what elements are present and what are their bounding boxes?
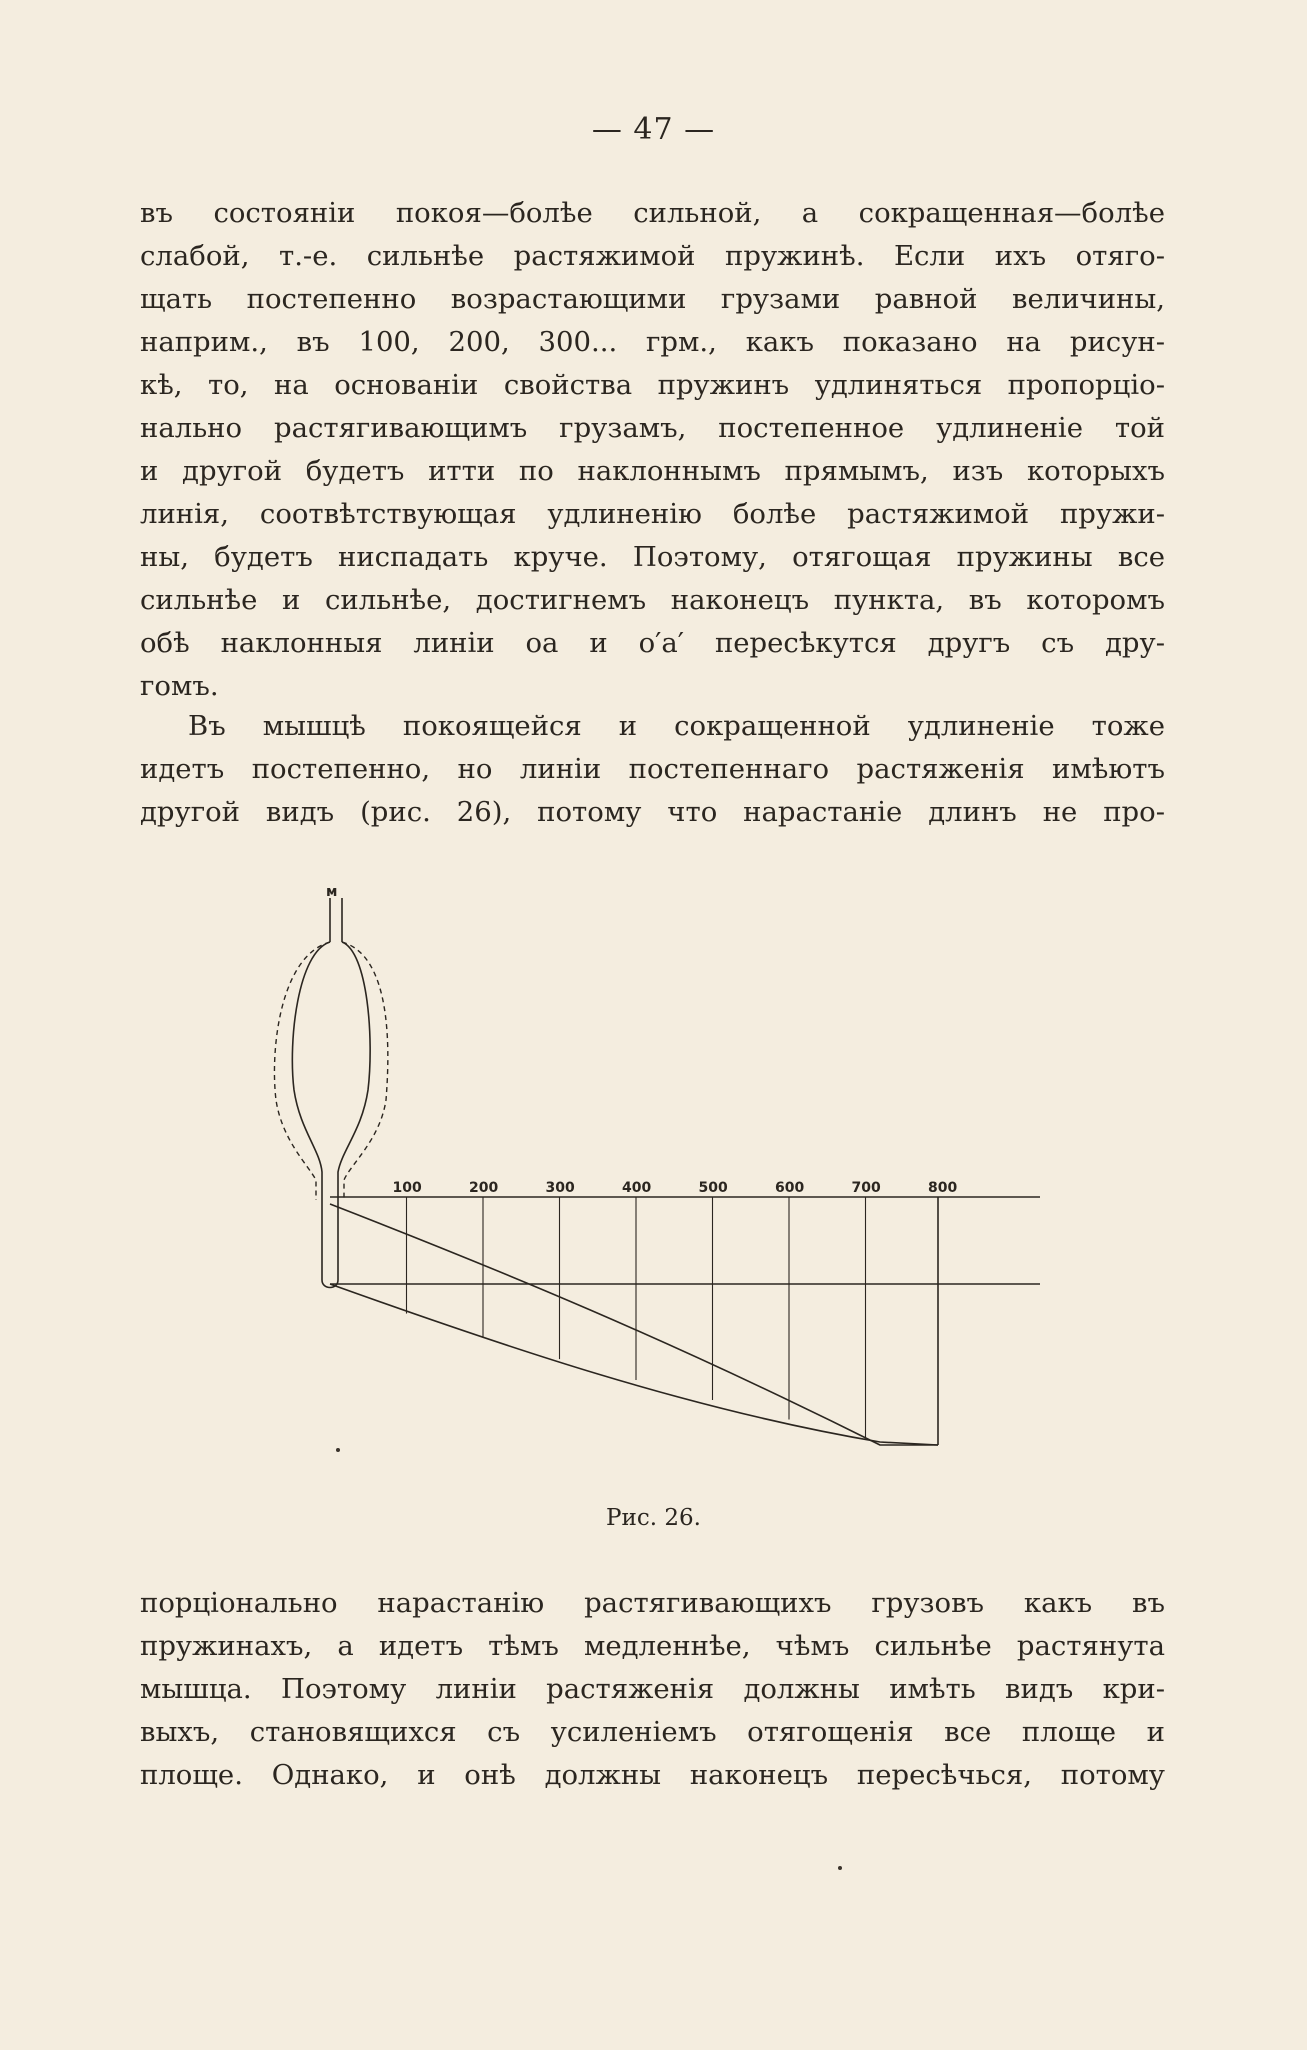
contracted-stretch-curve	[330, 1204, 938, 1445]
weight-labels	[393, 1180, 958, 1196]
text-line: въ состояніи покоя—болѣе сильной, а сокращенная—болѣе	[140, 197, 1165, 229]
page-number: — 47 —	[591, 112, 716, 147]
figure-muscle-diagram	[250, 880, 1070, 1474]
weight-label-100: 100	[392, 1180, 422, 1196]
text-line: и другой будетъ итти по наклоннымъ прямымъ, изъ которыхъ	[140, 455, 1165, 487]
text-line: гомъ.	[140, 670, 219, 702]
weight-label-700: 700	[851, 1180, 881, 1196]
weight-label-400: 400	[622, 1180, 652, 1196]
weight-label-600: 600	[775, 1180, 805, 1196]
text-line: кѣ, то, на основаніи свойства пружинъ удлиняться пропорціо-	[140, 369, 1165, 401]
weight-grid	[407, 1197, 866, 1438]
muscle-stretch-diagram	[250, 880, 1070, 1470]
muscle-contracted-outline	[274, 942, 387, 1200]
muscle-resting-outline	[292, 942, 370, 1288]
print-speck	[336, 1448, 340, 1452]
text-line: наприм., въ 100, 200, 300... грм., какъ показано на рисун-	[140, 326, 1165, 358]
text-line: пружинахъ, а идетъ тѣмъ медленнѣе, чѣмъ сильнѣе растянута	[140, 1630, 1165, 1662]
paragraph-3	[140, 1582, 1165, 1797]
text-line: площе. Однако, и онѣ должны наконецъ пересѣчься, потому	[140, 1759, 1165, 1791]
weight-label-800: 800	[928, 1180, 958, 1196]
text-line: обѣ наклонныя линіи oa и o′a′ пересѣкутся другъ съ дру-	[140, 627, 1165, 659]
text-line: мышца. Поэтому линіи растяженія должны имѣть видъ кри-	[140, 1673, 1165, 1705]
weight-label-200: 200	[469, 1180, 499, 1196]
text-line: ны, будетъ ниспадать круче. Поэтому, отягощая пружины все	[140, 541, 1165, 573]
text-line: сильнѣе и сильнѣе, достигнемъ наконецъ пункта, въ которомъ	[140, 584, 1165, 616]
text-line: выхъ, становящихся съ усиленіемъ отягощенія все площе и	[140, 1716, 1165, 1748]
weight-label-500: 500	[698, 1180, 728, 1196]
text-line: щать постепенно возрастающими грузами равной величины,	[140, 283, 1165, 315]
text-line: порціонально нарастанію растягивающихъ грузовъ какъ въ	[140, 1587, 1165, 1619]
text-line: слабой, т.-е. сильнѣе растяжимой пружинѣ. Если ихъ отяго-	[140, 240, 1165, 272]
weight-label-300: 300	[545, 1180, 575, 1196]
figure-caption: Рис. 26.	[606, 1505, 701, 1531]
print-speck	[838, 1866, 842, 1870]
paragraph-1	[140, 192, 1165, 708]
text-line: Въ мышцѣ покоящейся и сокращенной удлиненіе тоже	[188, 710, 1165, 742]
paragraph-2	[140, 705, 1165, 834]
text-line: другой видъ (рис. 26), потому что нарастаніе длинъ не про-	[140, 796, 1165, 828]
text-line: идетъ постепенно, но линіи постепеннаго растяженія имѣютъ	[140, 753, 1165, 785]
text-line: линія, соотвѣтствующая удлиненію болѣе растяжимой пружи-	[140, 498, 1165, 530]
text-line: нально растягивающимъ грузамъ, постепенное удлиненіе той	[140, 412, 1165, 444]
resting-stretch-curve	[330, 1284, 938, 1445]
figure-top-label: м	[326, 884, 338, 900]
